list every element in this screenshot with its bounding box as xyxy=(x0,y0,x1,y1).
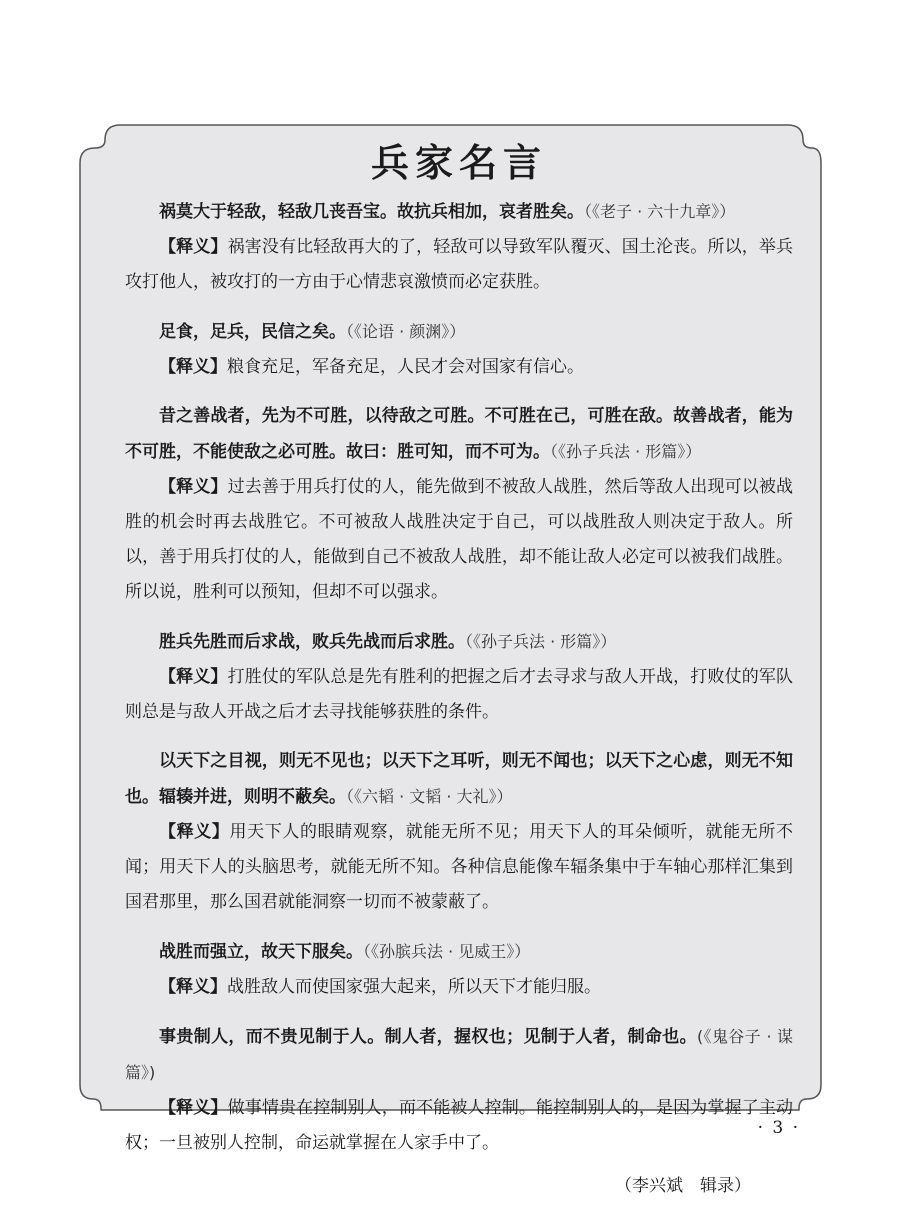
explanation-text: 过去善于用兵打仗的人，能先做到不被敌人战胜，然后等敌人出现可以被战胜的机会时再去战胜它。不可被敌人战胜决定于自己，可以战胜敌人则决定于敌人。所以，善于用兵打仗的人，能做到自己不被敌人战胜，却不能让敌人必定可以被我们战胜。所以说，胜利可以预知，但却不可以强求。 xyxy=(125,477,794,602)
quote-entry-7 xyxy=(125,1019,793,1161)
explanation xyxy=(125,230,793,300)
quote-source: （《孙子兵法 · 形篇》） xyxy=(550,442,702,461)
quote-source: （《论语 · 颜渊》） xyxy=(346,322,466,341)
explanation-tag: 【释义】 xyxy=(159,477,228,497)
quote-source: （《孙子兵法 · 形篇》） xyxy=(465,632,617,651)
explanation-text: 祸害没有比轻敌再大的了，轻敌可以导致军队覆灭、国土沦丧。所以，举兵攻打他人，被攻打的一方由于心情悲哀激愤而必定获胜。 xyxy=(125,237,794,292)
content-area xyxy=(125,138,793,1201)
quote-text xyxy=(125,934,793,970)
quote-body: 事贵制人，而不贵见制于人。制人者，握权也；见制于人者，制命也。 xyxy=(159,1027,697,1047)
quote-entry-5 xyxy=(125,744,793,920)
quote-text xyxy=(125,194,793,230)
explanation-tag: 【释义】 xyxy=(159,237,228,257)
quote-body: 战胜而强立，故天下服矣。 xyxy=(159,942,363,962)
quote-source: （《孙膑兵法 · 见威王》） xyxy=(363,942,531,961)
quote-text xyxy=(125,1019,793,1091)
quote-source: （《老子 · 六十九章》） xyxy=(584,202,736,221)
explanation-tag: 【释义】 xyxy=(159,822,230,842)
quote-entry-1 xyxy=(125,194,793,300)
explanation-tag: 【释义】 xyxy=(159,1098,228,1118)
explanation-text: 战胜敌人而使国家强大起来，所以天下才能归服。 xyxy=(227,977,601,997)
quote-body: 昔之善战者，先为不可胜，以待敌之可胜。不可胜在己，可胜在敌。故善战者，能为不可胜，不能使敌之必可胜。故曰：胜可知，而不可为。 xyxy=(125,406,793,462)
quote-source: (《鬼谷子 · 谋篇》) xyxy=(125,1027,793,1082)
page-number: · 3 · xyxy=(757,1118,800,1138)
quote-body: 足食，足兵，民信之矣。 xyxy=(159,322,346,342)
explanation xyxy=(125,970,793,1005)
explanation xyxy=(125,470,793,610)
explanation-tag: 【释义】 xyxy=(159,357,227,377)
quote-text xyxy=(125,744,793,815)
quote-body: 胜兵先胜而后求战，败兵先战而后求胜。 xyxy=(159,632,465,652)
explanation-text: 做事情贵在控制别人，而不能被人控制。能控制别人的，是因为掌握了主动权；一旦被别人控制，命运就掌握在人家手中了。 xyxy=(125,1098,794,1153)
explanation-tag: 【释义】 xyxy=(159,977,227,997)
explanation-tag: 【释义】 xyxy=(159,667,228,687)
explanation-text: 用天下人的眼睛观察，就能无所不见；用天下人的耳朵倾听，就能无所不闻；用天下人的头脑思考，就能无所不知。各种信息能像车辐条集中于车轴心那样汇集到国君那里，那么国君就能洞察一切而不被蒙蔽了。 xyxy=(125,822,793,912)
explanation xyxy=(125,1091,793,1161)
explanation-text: 粮食充足，军备充足，人民才会对国家有信心。 xyxy=(227,357,584,377)
compiler-credit: （李兴斌 辑录） xyxy=(615,1176,751,1196)
explanation xyxy=(125,350,793,385)
quote-body: 祸莫大于轻敌，轻敌几丧吾宝。故抗兵相加，哀者胜矣。 xyxy=(159,202,584,222)
explanation xyxy=(125,815,793,920)
quote-entry-2 xyxy=(125,314,793,385)
explanation-text: 打胜仗的军队总是先有胜利的把握之后才去寻求与敌人开战，打败仗的军队则总是与敌人开战之后才去寻找能够获胜的条件。 xyxy=(125,667,794,722)
quote-entry-6 xyxy=(125,934,793,1005)
explanation xyxy=(125,660,793,730)
quote-source: （《六韬 · 文韬 · 大礼》） xyxy=(346,787,513,806)
page-title: 兵家名言 xyxy=(370,140,547,185)
quote-text xyxy=(125,399,793,470)
quote-entry-4 xyxy=(125,624,793,730)
quote-entry-3 xyxy=(125,399,793,610)
quote-text xyxy=(125,624,793,660)
quote-text xyxy=(125,314,793,350)
quote-body: 以天下之目视，则无不见也；以天下之耳听，则无不闻也；以天下之心虑，则无不知也。辐辏并进，则明不蔽矣。 xyxy=(125,751,793,807)
